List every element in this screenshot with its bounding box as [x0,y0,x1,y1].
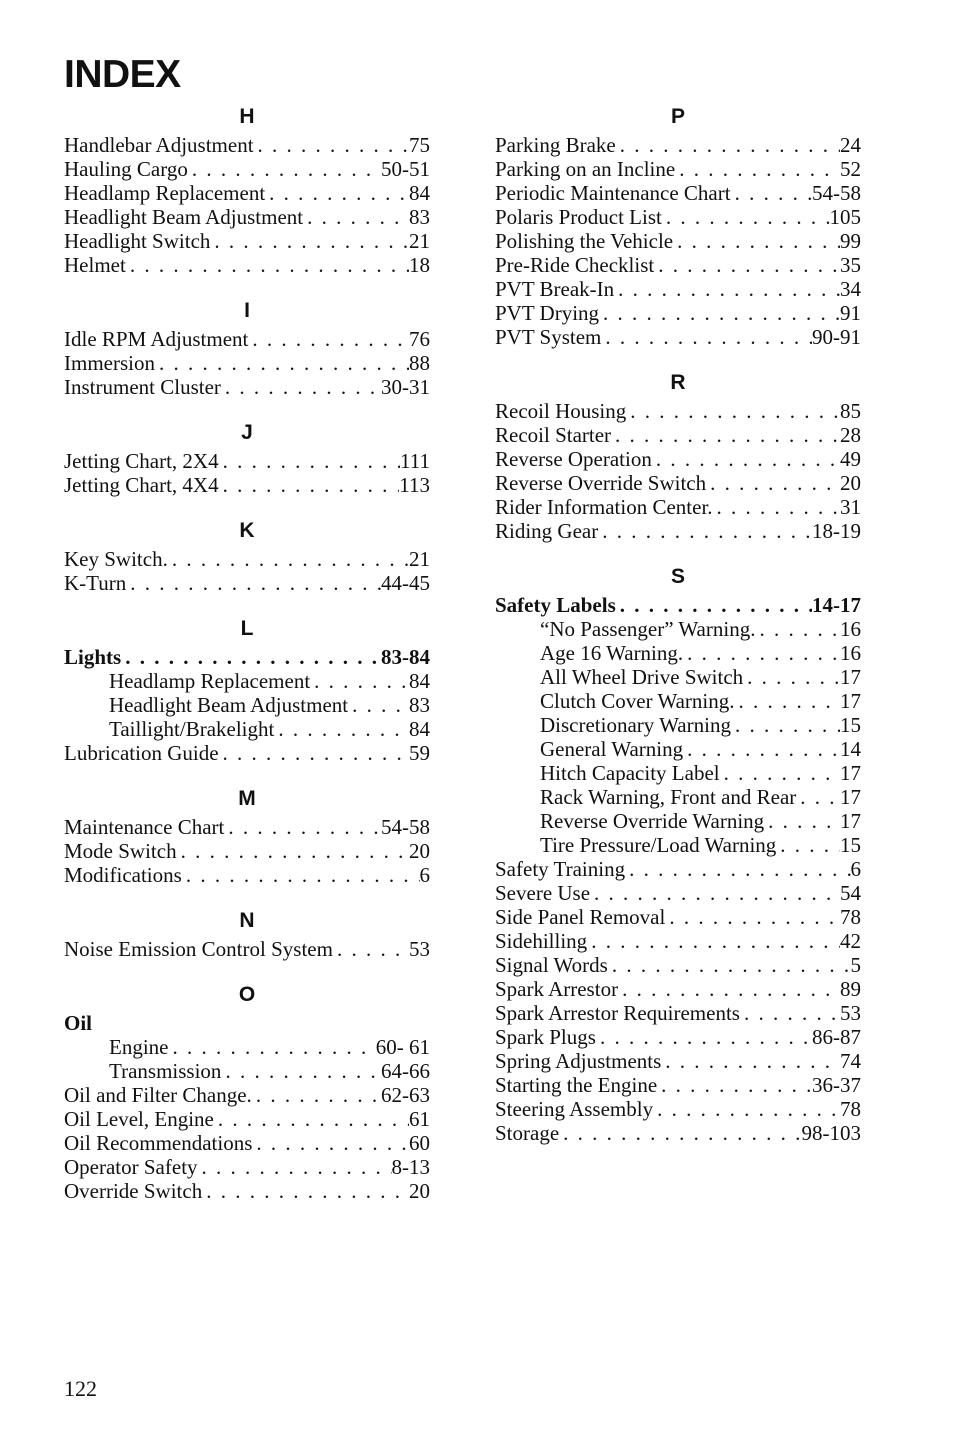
entry-term: Starting the Engine [495,1073,658,1097]
index-entry [64,571,430,595]
index-entry [64,1155,430,1179]
index-entry [495,953,861,977]
index-entry [495,423,861,447]
dot-leader [683,641,840,665]
index-entry [495,1049,861,1073]
entry-page: 6 [419,863,430,887]
index-entry [64,229,430,253]
dot-leader [182,863,420,887]
entry-page: 30-31 [381,375,430,399]
entry-term: Lights [64,645,122,669]
index-entry [495,1001,861,1025]
dot-leader [202,1179,409,1203]
entry-page: 14 [840,737,861,761]
section-letter: S [670,565,685,588]
dot-leader [126,253,409,277]
dot-leader [198,1155,392,1179]
dot-leader [662,205,830,229]
entry-term: Age 16 Warning. [540,641,684,665]
dot-leader [616,133,840,157]
dot-leader [155,351,409,375]
index-entry [495,905,861,929]
index-entry [495,181,861,205]
entry-page: 64-66 [381,1059,430,1083]
entry-term: Parking on an Incline [495,157,676,181]
section-letter: L [240,617,254,640]
dot-leader [219,473,400,497]
entry-term: Recoil Starter [495,423,612,447]
entry-page: 8-13 [391,1155,430,1179]
entry-term: Severe Use [495,881,591,905]
index-entry [64,1083,430,1107]
entry-page: 88 [409,351,430,375]
section-letter: R [670,371,686,394]
entry-page: 17 [840,809,861,833]
dot-leader [248,327,409,351]
entry-term: Noise Emission Control System [64,937,333,961]
index-subentry [64,693,430,717]
entry-term: Headlight Switch [64,229,211,253]
dot-leader [653,1097,840,1121]
entry-page: 28 [840,423,861,447]
dot-leader [673,229,840,253]
index-entry [64,253,430,277]
entry-term: Headlight Beam Adjustment [64,205,304,229]
entry-term: Instrument Cluster [64,375,221,399]
dot-leader [596,1025,812,1049]
dot-leader [626,399,840,423]
entry-term: Riding Gear [495,519,599,543]
index-entry [64,327,430,351]
dot-leader [675,157,840,181]
index-subentry [495,713,861,737]
dot-leader [683,737,840,761]
dot-leader [303,205,409,229]
entry-term: Recoil Housing [495,399,627,423]
index-section [64,297,430,399]
entry-term: Handlebar Adjustment [64,133,254,157]
dot-leader [618,977,840,1001]
entry-page: 54-58 [381,815,430,839]
entry-term: Transmission [109,1059,222,1083]
entry-term: Periodic Maintenance Chart [495,181,731,205]
index-subentry [495,785,861,809]
index-subentry [495,809,861,833]
entry-term: Steering Assembly [495,1097,654,1121]
entry-page: 111 [400,449,430,473]
entry-term: Sidehilling [495,929,588,953]
section-letter: H [239,105,255,128]
entry-page: 20 [409,1179,430,1203]
entry-page: 18 [409,253,430,277]
entry-term: Signal Words [495,953,608,977]
entry-page: 113 [399,473,430,497]
index-entry [64,375,430,399]
dot-leader [706,471,840,495]
index-entry [495,593,861,617]
entry-page: 18-19 [812,519,861,543]
dot-leader [310,669,409,693]
entry-page: 84 [409,717,430,741]
dot-leader [731,713,840,737]
index-entry [495,857,861,881]
entry-term: Modifications [64,863,182,887]
entry-term: Hauling Cargo [64,157,188,181]
entry-page: 52 [840,157,861,181]
dot-leader [657,1073,812,1097]
dot-leader [254,133,409,157]
entry-page: 74 [840,1049,861,1073]
entry-term: Operator Safety [64,1155,198,1179]
index-entry [64,815,430,839]
index-entry [64,1131,430,1155]
entry-page: 14-17 [812,593,861,617]
dot-leader [713,495,840,519]
index-subentry [64,717,430,741]
section-letter: M [238,787,256,810]
section-letter: P [670,105,685,128]
entry-page: 20 [840,471,861,495]
entry-page: 83 [409,693,430,717]
entry-page: 21 [409,229,430,253]
entry-page: 16 [840,641,861,665]
page-number: 122 [64,1376,97,1401]
entry-term: Key Switch. [64,547,168,571]
index-subentry [495,641,861,665]
index-entry [495,881,861,905]
entry-term: Spark Arrestor [495,977,619,1001]
entry-term: Reverse Override Warning [540,809,765,833]
entry-term: PVT Drying [495,301,600,325]
dot-leader [219,741,409,765]
entry-page: 61 [409,1107,430,1131]
index-entry [495,229,861,253]
dot-leader [221,1059,381,1083]
entry-term: Parking Brake [495,133,616,157]
index-entry [495,205,861,229]
index-entry [495,277,861,301]
index-entry [64,645,430,669]
index-entry [495,495,861,519]
entry-page: 78 [840,905,861,929]
index-entry [64,449,430,473]
entry-term: Pre-Ride Checklist [495,253,655,277]
entry-term: Hitch Capacity Label [540,761,720,785]
entry-page: 15 [840,713,861,737]
dot-leader [608,953,851,977]
index-section [495,103,861,349]
entry-page: 42 [840,929,861,953]
entry-page: 98-103 [801,1121,861,1145]
entry-term: Oil and Filter Change. [64,1083,252,1107]
entry-term: Lubrication Guide [64,741,219,765]
entry-term: Oil [64,1011,93,1035]
entry-page: 50-51 [381,157,430,181]
entry-term: PVT Break-In [495,277,615,301]
entry-term: Spring Adjustments [495,1049,662,1073]
entry-term: General Warning [540,737,684,761]
index-section [64,615,430,765]
entry-page: 78 [840,1097,861,1121]
entry-page: 86-87 [812,1025,861,1049]
dot-leader [755,617,840,641]
dot-leader [616,593,812,617]
entry-page: 99 [840,229,861,253]
dot-leader [652,447,840,471]
index-entry [495,133,861,157]
dot-leader [743,665,840,689]
index-section [64,981,430,1203]
dot-leader [252,1083,381,1107]
index-subentry [495,689,861,713]
index-section [64,785,430,887]
entry-page: 53 [409,937,430,961]
entry-term: Reverse Override Switch [495,471,707,495]
entry-page: 49 [840,447,861,471]
index-subentry [64,669,430,693]
entry-term: Storage [495,1121,560,1145]
index-entry [64,181,430,205]
index-entry [495,977,861,1001]
section-letter: O [238,983,256,1006]
dot-leader [177,839,409,863]
dot-leader [168,1035,375,1059]
entry-term: K-Turn [64,571,127,595]
index-column-right [495,103,861,1165]
index-entry [64,1179,430,1203]
index-section [64,517,430,595]
entry-term: Rider Information Center. [495,495,713,519]
index-subentry [495,737,861,761]
entry-page: 105 [829,205,861,229]
index-entry [64,205,430,229]
index-column-left [64,103,430,1223]
index-entry [495,325,861,349]
entry-page: 62-63 [381,1083,430,1107]
entry-page: 60 [409,1131,430,1155]
index-section [64,103,430,277]
entry-page: 75 [409,133,430,157]
index-entry [495,1025,861,1049]
dot-leader [559,1121,801,1145]
entry-page: 17 [840,689,861,713]
entry-term: Clutch Cover Warning. [540,689,735,713]
index-entry [495,253,861,277]
index-entry [495,929,861,953]
entry-page: 24 [840,133,861,157]
dot-leader [348,693,409,717]
dot-leader [740,1001,840,1025]
entry-page: 91 [840,301,861,325]
dot-leader [168,547,409,571]
dot-leader [625,857,850,881]
dot-leader [214,1107,409,1131]
entry-page: 5 [850,953,861,977]
entry-term: Reverse Operation [495,447,652,471]
dot-leader [601,325,812,349]
entry-term: Mode Switch [64,839,177,863]
entry-page: 36-37 [812,1073,861,1097]
index-entry [495,157,861,181]
index-entry [495,301,861,325]
index-entry [495,399,861,423]
entry-term: Idle RPM Adjustment [64,327,249,351]
entry-term: Helmet [64,253,126,277]
entry-page: 35 [840,253,861,277]
index-entry [64,473,430,497]
page-title: INDEX [64,53,181,96]
entry-term: Immersion [64,351,155,375]
entry-page: 16 [840,617,861,641]
dot-leader [734,689,840,713]
entry-term: Polaris Product List [495,205,662,229]
entry-term: Oil Level, Engine [64,1107,214,1131]
entry-page: 31 [840,495,861,519]
index-entry [64,863,430,887]
index-subentry [495,761,861,785]
entry-page: 60- 61 [375,1035,430,1059]
dot-leader [274,717,409,741]
dot-leader [665,905,840,929]
index-entry [495,1121,861,1145]
entry-page: 34 [840,277,861,301]
dot-leader [224,815,381,839]
dot-leader [210,229,409,253]
dot-leader [121,645,381,669]
dot-leader [720,761,840,785]
section-letter: J [241,421,253,444]
entry-page: 6 [850,857,861,881]
index-entry [64,1011,430,1035]
entry-page: 59 [409,741,430,765]
entry-term: Headlight Beam Adjustment [109,693,349,717]
entry-page: 84 [409,669,430,693]
entry-term: Oil Recommendations [64,1131,253,1155]
index-entry [64,547,430,571]
entry-term: Rack Warning, Front and Rear [540,785,797,809]
entry-term: Jetting Chart, 4X4 [64,473,219,497]
entry-page: 17 [840,761,861,785]
index-subentry [495,617,861,641]
index-subentry [495,665,861,689]
dot-leader [221,375,381,399]
entry-page: 54-58 [812,181,861,205]
dot-leader [590,881,840,905]
entry-page: 90-91 [812,325,861,349]
index-section [64,907,430,961]
entry-term: PVT System [495,325,602,349]
entry-term: All Wheel Drive Switch [540,665,744,689]
entry-page: 85 [840,399,861,423]
index-entry [64,1107,430,1131]
dot-leader [599,301,840,325]
dot-leader [764,809,840,833]
entry-term: “No Passenger” Warning. [540,617,756,641]
index-entry [495,471,861,495]
entry-page: 83-84 [381,645,430,669]
entry-term: Override Switch [64,1179,203,1203]
dot-leader [219,449,400,473]
entry-term: Jetting Chart, 2X4 [64,449,219,473]
index-entry [495,1097,861,1121]
index-entry [64,157,430,181]
section-letter: I [244,299,250,322]
index-section [495,563,861,1145]
index-entry [495,1073,861,1097]
dot-leader [333,937,409,961]
entry-page: 54 [840,881,861,905]
entry-page: 53 [840,1001,861,1025]
entry-term: Discretionary Warning [540,713,731,737]
index-subentry [495,833,861,857]
index-entry [64,133,430,157]
dot-leader [598,519,812,543]
entry-page: 83 [409,205,430,229]
entry-page: 21 [409,547,430,571]
dot-leader [252,1131,409,1155]
entry-term: Headlamp Replacement [109,669,311,693]
entry-page: 15 [840,833,861,857]
entry-term: Side Panel Removal [495,905,666,929]
section-letter: K [239,519,255,542]
dot-leader [731,181,812,205]
dot-leader [587,929,840,953]
entry-page: 84 [409,181,430,205]
entry-page: 17 [840,665,861,689]
index-entry [64,351,430,375]
entry-term: Maintenance Chart [64,815,225,839]
dot-leader [265,181,409,205]
dot-leader [614,277,840,301]
entry-page: 76 [409,327,430,351]
index-subentry [64,1035,430,1059]
entry-page: 17 [840,785,861,809]
index-entry [64,741,430,765]
index-subentry [64,1059,430,1083]
section-letter: N [239,909,255,932]
dot-leader [661,1049,840,1073]
entry-term: Engine [109,1035,169,1059]
dot-leader [126,571,381,595]
dot-leader [611,423,840,447]
entry-term: Polishing the Vehicle [495,229,674,253]
index-section [495,369,861,543]
entry-term: Spark Arrestor Requirements [495,1001,740,1025]
entry-term: Safety Training [495,857,626,881]
dot-leader [188,157,381,181]
dot-leader [654,253,840,277]
index-entry [64,937,430,961]
entry-term: Spark Plugs [495,1025,596,1049]
dot-leader [776,833,840,857]
entry-page: 89 [840,977,861,1001]
index-entry [495,519,861,543]
entry-page: 44-45 [381,571,430,595]
index-entry [64,839,430,863]
entry-page: 20 [409,839,430,863]
dot-leader [796,785,840,809]
entry-term: Safety Labels [495,593,616,617]
entry-term: Headlamp Replacement [64,181,266,205]
index-entry [495,447,861,471]
index-section [64,419,430,497]
entry-term: Tire Pressure/Load Warning [540,833,777,857]
entry-term: Taillight/Brakelight [109,717,275,741]
